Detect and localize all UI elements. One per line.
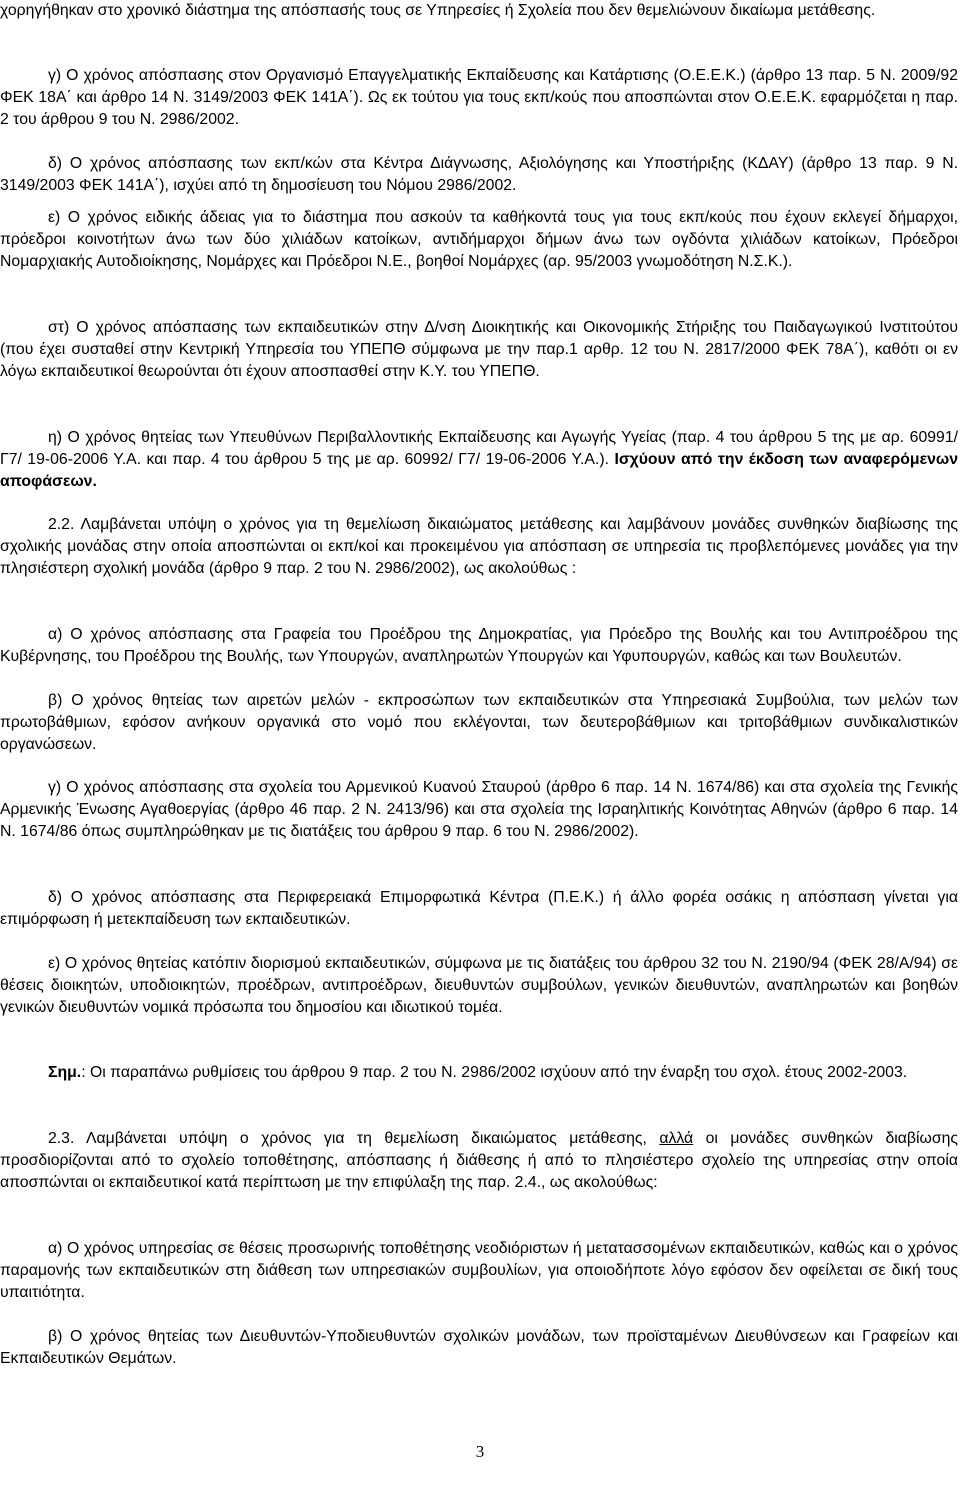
- paragraph-b-directors: [0, 1326, 958, 1370]
- paragraph-st-pedagogical-institute: [0, 317, 958, 383]
- paragraph-e-special-leave: [0, 207, 958, 273]
- paragraph-b-elected-members: [0, 690, 958, 756]
- paragraph-text: β) Ο χρόνος θητείας των αιρετών μελών - εκπροσώπων των εκπαιδευτικών στα Υπηρεσιακά Συμβούλια, των μελών των πρωτοβάθμιων, εφόσον ανήκουν οργανικά στο νομό που εκλέγονται, των δευτεροβάθμιων και τριτοβάθμιων συνδικαλιστικών οργανώσεων.: [0, 692, 958, 753]
- paragraph-text: β) Ο χρόνος θητείας των Διευθυντών-Υποδιευθυντών σχολικών μονάδων, των προϊσταμένων Διευθύνσεων και Γραφείων και Εκπαιδευτικών Θεμάτων.: [0, 1328, 958, 1367]
- paragraph-text: α) Ο χρόνος απόσπασης στα Γραφεία του Προέδρου της Δημοκρατίας, για Πρόεδρο της Βουλής και του Αντιπροέδρου της Κυβέρνησης, του Προέδρου της Βουλής, των Υπουργών, αναπληρωτών Υπουργών και Υφυπουργών, καθώς και των Βουλευτών.: [0, 626, 958, 665]
- paragraph-e-appointment: [0, 953, 958, 1019]
- paragraph-g-oeek: [0, 65, 958, 131]
- note-label: Σημ.: [48, 1064, 82, 1081]
- paragraph-note: [0, 1062, 958, 1084]
- paragraph-text: ε) Ο χρόνος θητείας κατόπιν διορισμού εκπαιδευτικών, σύμφωνα με τις διατάξεις του άρθρου 32 του Ν. 2190/94 (ΦΕΚ 28/Α/94) σε θέσεις διοικητών, υποδιοικητών, προέδρων, αντιπροέδρων, διευθυντών συμβούλων, γενικών διευθυντών, αναπληρωτών και βοηθών γενικών διευθυντών νομικά πρόσωπα του δημοσίου και ιδιωτικού τομέα.: [0, 955, 958, 1016]
- paragraph-2-3: [0, 1128, 958, 1194]
- page-number: 3: [475, 1442, 485, 1461]
- paragraph-text: ε) Ο χρόνος ειδικής άδειας για το διάστημα που ασκούν τα καθήκοντά τους για τους εκπ/κούς που έχουν εκλεγεί δήμαρχοι, πρόεδροι κοινοτήτων άνω των δύο χιλιάδων κατοίκων, αντιδήμαρχοι δήμων άνω των ογδόντα χιλιάδων κατοίκων, Πρόεδροι Νομαρχιακής Αυτοδιοίκησης, Νομάρχες και Πρόεδροι Ν.Ε., βοηθοί Νομάρχες (αρ. 95/2003 γνωμοδότηση Ν.Σ.Κ.).: [0, 209, 958, 270]
- paragraph-g-armenian-schools: [0, 777, 958, 843]
- paragraph-bold-text: Ισχύουν από την έκδοση των αναφερόμενων αποφάσεων.: [0, 451, 958, 490]
- paragraph-text: χορηγήθηκαν στο χρονικό διάστημα της απόσπασής τους σε Υπηρεσίες ή Σχολεία που δεν θεμελιώνουν δικαίωμα μετάθεσης.: [0, 2, 876, 19]
- underlined-word: αλλά: [659, 1130, 694, 1147]
- paragraph-intro-continuation: [0, 0, 958, 22]
- paragraph-2-2: [0, 514, 958, 580]
- paragraph-h-environmental-education: [0, 427, 958, 493]
- paragraph-text: γ) Ο χρόνος απόσπασης στα σχολεία του Αρμενικού Κυανού Σταυρού (άρθρο 6 παρ. 14 Ν. 1674/86) και στα σχολεία της Γενικής Αρμενικής Ένωσης Αγαθοεργίας (άρθρο 46 παρ. 2 Ν. 2413/96) και στα σχολεία της Ισραηλιτικής Κοινότητας Αθηνών (άρθρο 6 παρ. 14 Ν. 1674/86 όπως συμπληρώθηκαν με τις διατάξεις του άρθρου 9 παρ. 6 του Ν. 2986/2002).: [0, 779, 958, 840]
- paragraph-text: 2.2. Λαμβάνεται υπόψη ο χρόνος για τη θεμελίωση δικαιώματος μετάθεσης και λαμβάνουν μονάδες συνθηκών διαβίωσης της σχολικής μονάδας στην οποία αποσπώνται οι εκπ/κοί και προκειμένου για απόσπαση σε υπηρεσία τις προβλεπόμενες μονάδες για την πλησιέστερη σχολική μονάδα (άρθρο 9 παρ. 2 του Ν. 2986/2002), ως ακολούθως :: [0, 516, 958, 577]
- paragraph-d-pek: [0, 887, 958, 931]
- paragraph-text: 2.3. Λαμβάνεται υπόψη ο χρόνος για τη θεμελίωση δικαιώματος μετάθεσης,: [48, 1130, 660, 1147]
- paragraph-text: δ) Ο χρόνος απόσπασης στα Περιφερειακά Επιμορφωτικά Κέντρα (Π.Ε.Κ.) ή άλλο φορέα οσάκις η απόσπαση γίνεται για επιμόρφωση ή μετεκπαίδευση των εκπαιδευτικών.: [0, 889, 958, 928]
- paragraph-text: δ) Ο χρόνος απόσπασης των εκπ/κών στα Κέντρα Διάγνωσης, Αξιολόγησης και Υποστήριξης (ΚΔΑΥ) (άρθρο 13 παρ. 9 Ν. 3149/2003 ΦΕΚ 141Α΄), ισχύει από τη δημοσίευση του Νόμου 2986/2002.: [0, 155, 958, 194]
- paragraph-a-temporary-placement: [0, 1238, 958, 1304]
- paragraph-d-kday: [0, 153, 958, 197]
- paragraph-text: η) Ο χρόνος θητείας των Υπευθύνων Περιβαλλοντικής Εκπαίδευσης και Αγωγής Υγείας (παρ. 4 του άρθρου 5 της με αρ. 60991/ Γ7/ 19-06-2006 Υ.Α. και παρ. 4 του άρθρου 5 της με αρ. 60992/ Γ7/ 19-06-2006 Υ.Α.).: [0, 429, 958, 468]
- paragraph-text: γ) Ο χρόνος απόσπασης στον Οργανισμό Επαγγελματικής Εκπαίδευσης και Κατάρτισης (Ο.Ε.Ε.Κ.) (άρθρο 13 παρ. 5 Ν. 2009/92 ΦΕΚ 18Α΄ και άρθρο 14 Ν. 3149/2003 ΦΕΚ 141Α΄). Ως εκ τούτου για τους εκπ/κούς που αποσπώνται στον Ο.Ε.Ε.Κ. εφαρμόζεται η παρ. 2 του άρθρου 9 του Ν. 2986/2002.: [0, 67, 958, 128]
- paragraph-text: α) Ο χρόνος υπηρεσίας σε θέσεις προσωρινής τοποθέτησης νεοδιόριστων ή μετατασσομένων εκπαιδευτικών, καθώς και ο χρόνος παραμονής των εκπαιδευτικών στη διάθεση των υπηρεσιακών συμβουλίων, για οποιοδήποτε λόγο εφόσον δεν οφείλεται σε δική τους υπαιτιότητα.: [0, 1240, 958, 1301]
- paragraph-text: οι μονάδες συνθηκών διαβίωσης προσδιορίζονται από το σχολείο τοποθέτησης, απόσπασης ή διάθεσης ή από το πλησιέστερο σχολείο της υπηρεσίας στην οποία αποσπώνται οι εκπαιδευτικοί κατά περίπτωση με την επιφύλαξη της παρ. 2.4., ως ακολούθως:: [0, 1130, 958, 1191]
- paragraph-text: στ) Ο χρόνος απόσπασης των εκπαιδευτικών στην Δ/νση Διοικητικής και Οικονομικής Στήριξης του Παιδαγωγικού Ινστιτούτου (που έχει συσταθεί στην Κεντρική Υπηρεσία του ΥΠΕΠΘ σύμφωνα με την παρ.1 αρθρ. 12 του Ν. 2817/2000 ΦΕΚ 78Α΄), καθότι οι εν λόγω εκπαιδευτικοί θεωρούνται ότι έχουν αποσπασθεί στην Κ.Υ. του ΥΠΕΠΘ.: [0, 319, 958, 380]
- paragraph-text: : Οι παραπάνω ρυθμίσεις του άρθρου 9 παρ. 2 του Ν. 2986/2002 ισχύουν από την έναρξη του σχολ. έτους 2002-2003.: [81, 1064, 908, 1081]
- paragraph-a-president-office: [0, 624, 958, 668]
